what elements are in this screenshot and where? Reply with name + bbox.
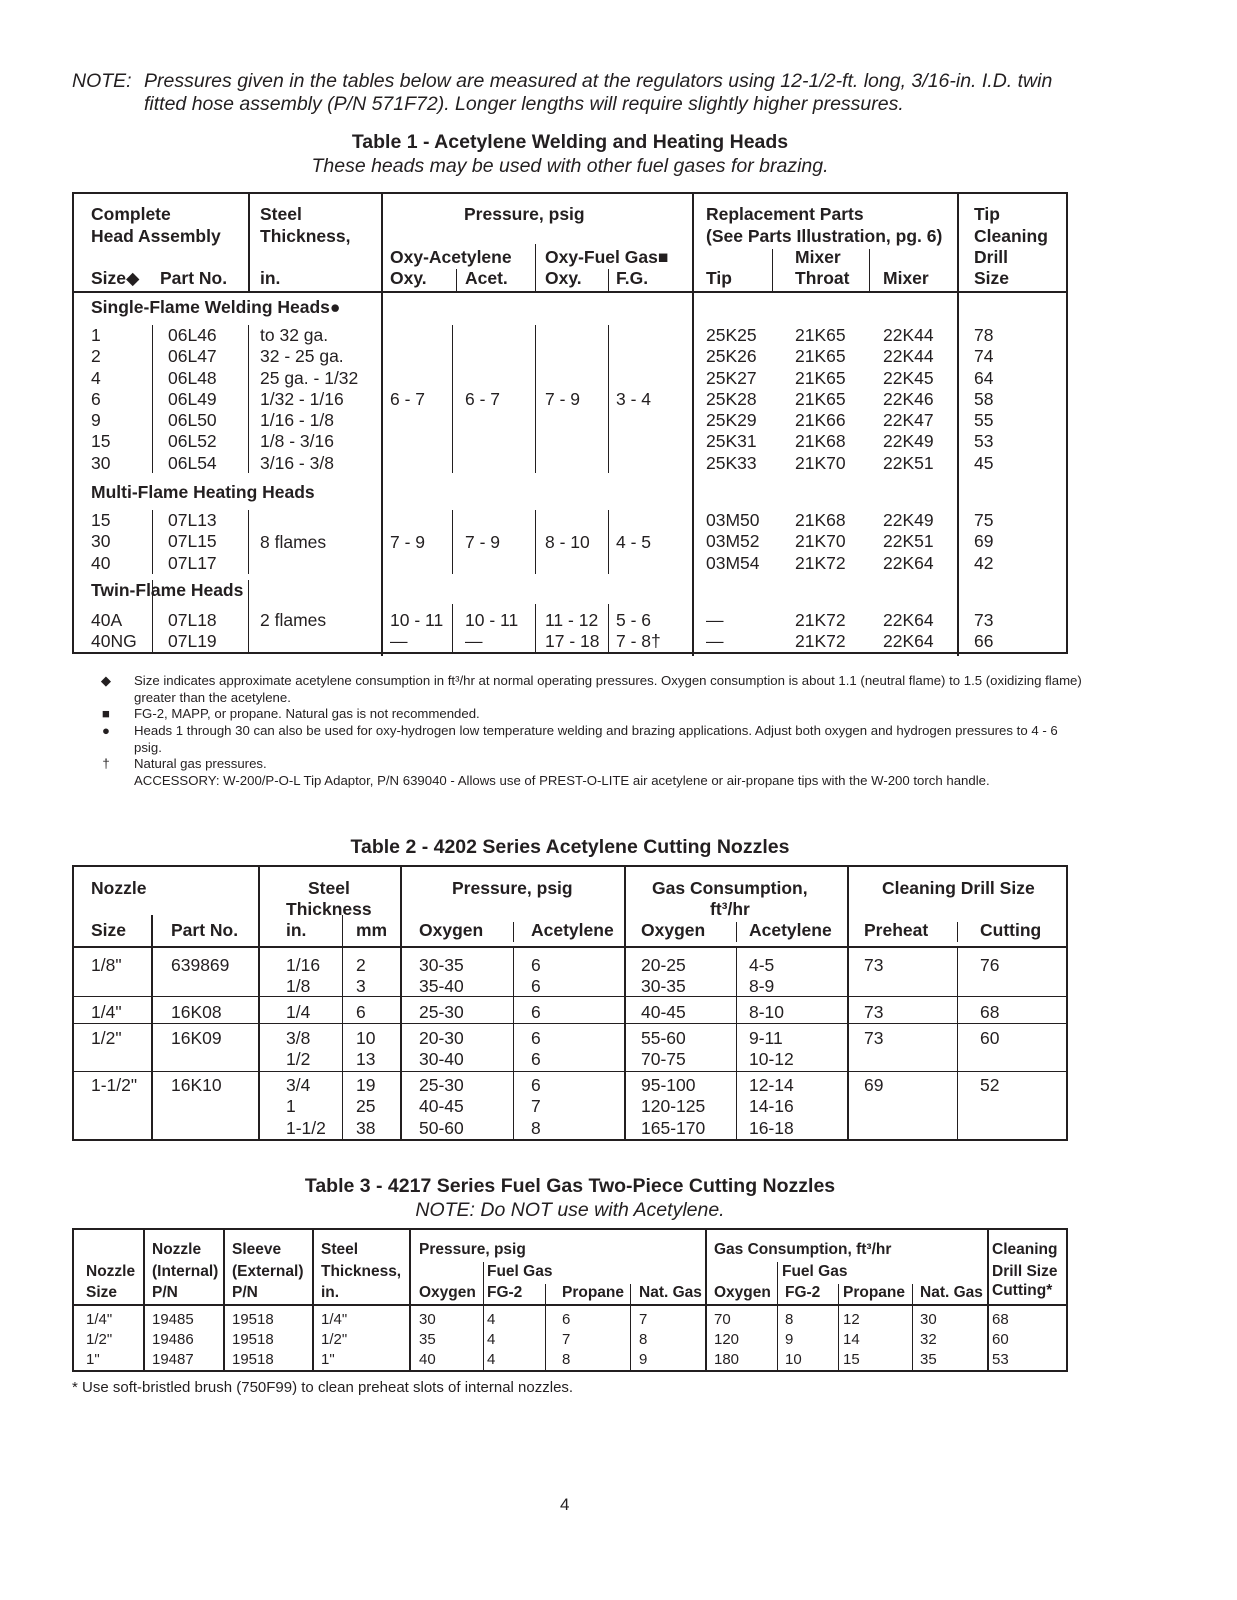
t3-col-size: 1/4" 1/2" 1" bbox=[86, 1311, 113, 1368]
hdr-complete: Complete bbox=[91, 204, 171, 224]
s3-oxy: 10 - 11 — bbox=[390, 610, 444, 652]
t2-r2-acet: 6 bbox=[531, 1002, 541, 1022]
t2-r1-pre: 73 bbox=[864, 955, 884, 975]
t3-hdr-fuel-gas-2: Fuel Gas bbox=[782, 1263, 848, 1280]
t2-hdr-in: in. bbox=[286, 920, 307, 940]
hdr-tip: Tip bbox=[706, 268, 732, 288]
page-number: 4 bbox=[560, 1495, 570, 1514]
t2-r1-size: 1/8" bbox=[91, 955, 122, 975]
table1-title: Table 1 - Acetylene Welding and Heating Heads bbox=[351, 131, 789, 153]
s2-fg: 4 - 5 bbox=[616, 532, 652, 552]
t3-hdr-nozzle-int-1: Nozzle bbox=[152, 1241, 202, 1258]
hdr-fg: F.G. bbox=[616, 268, 649, 288]
t2-hdr-gas-consumption: Gas Consumption, bbox=[652, 878, 808, 898]
t3-hdr-sleeve-2: (External) bbox=[232, 1263, 304, 1280]
footnote-size: ◆ Size indicates approximate acetylene consumption in ft³/hr at normal operating pressures. Oxygen consumption is about 1.1 (neutral flame) to 1.5 (oxidizing flame) greater than the acetylene. bbox=[96, 673, 1086, 706]
t3-col-p-nat: 7 8 9 bbox=[639, 1311, 648, 1368]
t2-hdr-preheat: Preheat bbox=[864, 920, 929, 940]
t2-r1-gacet: 4-5 8-9 bbox=[749, 955, 775, 997]
s2-size: 15 30 40 bbox=[91, 510, 111, 573]
pressure-note bbox=[72, 70, 1172, 116]
hdr-oxy-fuel: Oxy-Fuel Gas■ bbox=[545, 247, 669, 267]
hdr-in: in. bbox=[260, 268, 281, 288]
s1-acet: 6 - 7 bbox=[465, 389, 501, 409]
table1 bbox=[72, 192, 1068, 654]
hdr-replacement: Replacement Parts bbox=[706, 204, 864, 224]
t2-r2-goxy: 40-45 bbox=[641, 1002, 686, 1022]
s2-part: 07L13 07L15 07L17 bbox=[168, 510, 217, 573]
t2-r3-part: 16K09 bbox=[171, 1028, 222, 1048]
t3-col-sleeve: 19518 19518 19518 bbox=[232, 1311, 274, 1368]
t2-hdr-acetylene: Acetylene bbox=[531, 920, 614, 940]
t3-hdr-propane-2: Propane bbox=[843, 1284, 906, 1301]
t2-r1-cut: 76 bbox=[980, 955, 1000, 975]
t2-hdr-size: Size bbox=[91, 920, 127, 940]
hdr-oxy: Oxy. bbox=[390, 268, 427, 288]
note-label: NOTE: bbox=[72, 70, 132, 92]
t2-r4-mm: 19 25 38 bbox=[356, 1075, 376, 1138]
t3-hdr-steel-3: in. bbox=[321, 1284, 340, 1301]
t3-col-drill: 68 60 53 bbox=[992, 1311, 1009, 1368]
t3-col-p-fg2: 4 4 4 bbox=[487, 1311, 496, 1368]
t3-hdr-fg2: FG-2 bbox=[487, 1284, 523, 1301]
hdr-oxy-2: Oxy. bbox=[545, 268, 582, 288]
t2-hdr-cutting: Cutting bbox=[980, 920, 1042, 940]
s3-drill: 73 66 bbox=[974, 610, 994, 652]
t3-hdr-oxygen: Oxygen bbox=[419, 1284, 476, 1301]
t2-r1-oxy: 30-35 35-40 bbox=[419, 955, 464, 997]
t2-r3-mm: 10 13 bbox=[356, 1028, 376, 1070]
table3-subtitle: NOTE: Do NOT use with Acetylene. bbox=[415, 1199, 725, 1221]
t3-col-g-fg2: 8 9 10 bbox=[785, 1311, 802, 1368]
t3-col-g-prop: 12 14 15 bbox=[843, 1311, 860, 1368]
t2-r2-cut: 68 bbox=[980, 1002, 1000, 1022]
t3-hdr-fuel-gas: Fuel Gas bbox=[487, 1263, 553, 1280]
note-line-1: Pressures given in the tables below are measured at the regulators using 12-1/2-ft. long, 3/16-in. I.D. twin bbox=[144, 70, 1053, 92]
t3-hdr-clean-2: Drill Size bbox=[992, 1263, 1058, 1280]
t3-hdr-oxygen-2: Oxygen bbox=[714, 1284, 771, 1301]
t2-r2-gacet: 8-10 bbox=[749, 1002, 785, 1022]
t3-col-p-prop: 6 7 8 bbox=[562, 1311, 571, 1368]
t2-r1-mm: 2 3 bbox=[356, 955, 366, 997]
t2-hdr-part-no: Part No. bbox=[171, 920, 239, 940]
footnote-accessory: ACCESSORY: W-200/P-O-L Tip Adaptor, P/N 639040 - Allows use of PREST-O-LITE air acetylene or air-propane tips with the W-200 torch handle. bbox=[134, 773, 990, 788]
t2-hdr-gas-unit: ft³/hr bbox=[710, 899, 750, 919]
t2-r3-gacet: 9-11 10-12 bbox=[749, 1028, 794, 1070]
s3-thick: 2 flames bbox=[260, 610, 327, 630]
t2-r4-pre: 69 bbox=[864, 1075, 884, 1095]
hdr-see-parts: (See Parts Illustration, pg. 6) bbox=[706, 226, 943, 246]
t2-r4-size: 1-1/2" bbox=[91, 1075, 138, 1095]
s2-tip: 03M50 03M52 03M54 bbox=[706, 510, 760, 573]
s1-size: 1 2 4 6 9 15 30 bbox=[91, 325, 111, 473]
table2-title: Table 2 - 4202 Series Acetylene Cutting Nozzles bbox=[350, 836, 790, 858]
t2-r2-part: 16K08 bbox=[171, 1002, 222, 1022]
s2-drill: 75 69 42 bbox=[974, 510, 994, 573]
table3-footnote: * Use soft-bristled brush (750F99) to clean preheat slots of internal nozzles. bbox=[72, 1379, 574, 1396]
t2-r3-pre: 73 bbox=[864, 1028, 884, 1048]
t2-r4-oxy: 25-30 40-45 50-60 bbox=[419, 1075, 464, 1138]
t2-hdr-pressure: Pressure, psig bbox=[452, 878, 573, 898]
hdr-mixer-throat-1: Mixer bbox=[795, 247, 841, 267]
t2-r2-size: 1/4" bbox=[91, 1002, 122, 1022]
t2-hdr-cleaning: Cleaning Drill Size bbox=[882, 878, 1035, 898]
note-line-2: fitted hose assembly (P/N 571F72). Longer lengths will require slightly higher pressures. bbox=[144, 93, 904, 115]
t2-r4-in: 3/4 1 1-1/2 bbox=[286, 1075, 326, 1138]
t2-r4-acet: 6 7 8 bbox=[531, 1075, 541, 1138]
t2-hdr-mm: mm bbox=[356, 920, 388, 940]
t2-hdr-oxygen-2: Oxygen bbox=[641, 920, 706, 940]
t2-hdr-steel: Steel bbox=[308, 878, 350, 898]
hdr-tipclean-3: Drill bbox=[974, 247, 1009, 267]
t2-r2-in: 1/4 bbox=[286, 1002, 311, 1022]
t2-r3-size: 1/2" bbox=[91, 1028, 122, 1048]
t2-r3-acet: 6 6 bbox=[531, 1028, 541, 1070]
t3-hdr-gas-consumption: Gas Consumption, ft³/hr bbox=[714, 1241, 892, 1258]
t2-r2-mm: 6 bbox=[356, 1002, 366, 1022]
s1-oxy2: 7 - 9 bbox=[545, 389, 581, 409]
t2-r1-acet: 6 6 bbox=[531, 955, 541, 997]
t2-r4-part: 16K10 bbox=[171, 1075, 222, 1095]
t2-r1-part: 639869 bbox=[171, 955, 230, 975]
t3-col-thick: 1/4" 1/2" 1" bbox=[321, 1311, 348, 1368]
t3-col-g-oxy: 70 120 180 bbox=[714, 1311, 740, 1368]
s3-throat: 21K72 21K72 bbox=[795, 610, 846, 652]
t3-col-nozzle: 19485 19486 19487 bbox=[152, 1311, 194, 1368]
t2-r4-cut: 52 bbox=[980, 1075, 1000, 1095]
s1-drill: 78 74 64 58 55 53 45 bbox=[974, 325, 994, 473]
hdr-tipclean-1: Tip bbox=[974, 204, 1000, 224]
s2-oxy2: 8 - 10 bbox=[545, 532, 590, 552]
t3-hdr-clean-3: Cutting* bbox=[992, 1282, 1053, 1299]
s3-size: 40A 40NG bbox=[91, 610, 137, 652]
t3-hdr-steel-1: Steel bbox=[321, 1241, 359, 1258]
t2-r3-goxy: 55-60 70-75 bbox=[641, 1028, 686, 1070]
footnote-natural-gas: † Natural gas pressures. bbox=[96, 756, 1086, 773]
t3-hdr-pressure: Pressure, psig bbox=[419, 1241, 526, 1258]
t2-r3-oxy: 20-30 30-40 bbox=[419, 1028, 464, 1070]
table2 bbox=[72, 865, 1068, 1141]
diamond-icon: ◆ bbox=[100, 673, 112, 688]
s3-part: 07L18 07L19 bbox=[168, 610, 217, 652]
t3-hdr-sleeve-1: Sleeve bbox=[232, 1241, 282, 1258]
hdr-part-no: Part No. bbox=[160, 268, 228, 288]
s1-fg: 3 - 4 bbox=[616, 389, 652, 409]
t2-hdr-thickness: Thickness bbox=[286, 899, 372, 919]
t2-r2-pre: 73 bbox=[864, 1002, 884, 1022]
hdr-mixer: Mixer bbox=[883, 268, 929, 288]
s1-mixer: 22K44 22K44 22K45 22K46 22K47 22K49 22K51 bbox=[883, 325, 934, 473]
section-multi-flame: Multi-Flame Heating Heads bbox=[91, 482, 315, 502]
s2-acet: 7 - 9 bbox=[465, 532, 501, 552]
table3-title: Table 3 - 4217 Series Fuel Gas Two-Piece Cutting Nozzles bbox=[304, 1175, 836, 1197]
s1-part: 06L46 06L47 06L48 06L49 06L50 06L52 06L54 bbox=[168, 325, 217, 473]
hdr-size: Size◆ bbox=[91, 268, 140, 288]
s2-thick: 8 flames bbox=[260, 532, 327, 552]
t3-col-g-nat: 30 32 35 bbox=[920, 1311, 937, 1368]
hdr-mixer-throat-2: Throat bbox=[795, 268, 850, 288]
t3-hdr-nozzle-size-2: Size bbox=[86, 1284, 118, 1301]
table3 bbox=[72, 1228, 1068, 1372]
t3-hdr-nozzle-int-3: P/N bbox=[152, 1284, 178, 1301]
t3-hdr-fg2-2: FG-2 bbox=[785, 1284, 821, 1301]
t2-r3-in: 3/8 1/2 bbox=[286, 1028, 311, 1070]
dot-icon: ● bbox=[102, 723, 110, 738]
hdr-acet: Acet. bbox=[465, 268, 508, 288]
square-icon: ■ bbox=[102, 706, 110, 721]
t2-hdr-oxygen: Oxygen bbox=[419, 920, 484, 940]
t2-r2-oxy: 25-30 bbox=[419, 1002, 464, 1022]
s3-mixer: 22K64 22K64 bbox=[883, 610, 934, 652]
hdr-head-assembly: Head Assembly bbox=[91, 226, 221, 246]
t3-hdr-sleeve-3: P/N bbox=[232, 1284, 258, 1301]
t3-hdr-steel-2: Thickness, bbox=[321, 1263, 402, 1280]
t2-r4-goxy: 95-100 120-125 165-170 bbox=[641, 1075, 706, 1138]
hdr-oxy-acetylene: Oxy-Acetylene bbox=[390, 247, 512, 267]
t3-hdr-nozzle-int-2: (Internal) bbox=[152, 1263, 219, 1280]
s2-throat: 21K68 21K70 21K72 bbox=[795, 510, 846, 573]
t2-r1-in: 1/16 1/8 bbox=[286, 955, 321, 997]
t3-hdr-nozzle-size-1: Nozzle bbox=[86, 1263, 136, 1280]
table1-subtitle: These heads may be used with other fuel gases for brazing. bbox=[311, 155, 829, 177]
t3-hdr-natgas-2: Nat. Gas bbox=[920, 1284, 983, 1301]
footnote-hydrogen: ● Heads 1 through 30 can also be used for oxy-hydrogen low temperature welding and brazing applications. Adjust both oxygen and hydrogen pressures to 4 - 6 psig. bbox=[96, 723, 1086, 756]
s2-oxy: 7 - 9 bbox=[390, 532, 426, 552]
s2-mixer: 22K49 22K51 22K64 bbox=[883, 510, 934, 573]
s3-oxy2: 11 - 12 17 - 18 bbox=[545, 610, 600, 652]
s1-tip: 25K25 25K26 25K27 25K28 25K29 25K31 25K33 bbox=[706, 325, 757, 473]
t3-hdr-clean-1: Cleaning bbox=[992, 1241, 1058, 1258]
hdr-thickness: Thickness, bbox=[260, 226, 351, 246]
t2-hdr-nozzle: Nozzle bbox=[91, 878, 147, 898]
footnote-fuel-gas: ■ FG-2, MAPP, or propane. Natural gas is not recommended. bbox=[96, 706, 1086, 723]
section-single-flame: Single-Flame Welding Heads● bbox=[91, 297, 341, 317]
t3-hdr-propane: Propane bbox=[562, 1284, 625, 1301]
t2-hdr-acetylene-2: Acetylene bbox=[749, 920, 832, 940]
s1-oxy: 6 - 7 bbox=[390, 389, 426, 409]
dagger-icon: † bbox=[102, 756, 110, 771]
hdr-pressure: Pressure, psig bbox=[464, 204, 585, 224]
t2-r4-gacet: 12-14 14-16 16-18 bbox=[749, 1075, 794, 1138]
s3-fg: 5 - 6 7 - 8† bbox=[616, 610, 661, 652]
hdr-tipclean-4: Size bbox=[974, 268, 1010, 288]
t2-r1-goxy: 20-25 30-35 bbox=[641, 955, 686, 997]
s3-acet: 10 - 11 — bbox=[465, 610, 519, 652]
hdr-tipclean-2: Cleaning bbox=[974, 226, 1048, 246]
t3-col-p-oxy: 30 35 40 bbox=[419, 1311, 436, 1368]
s3-tip: — — bbox=[706, 610, 724, 652]
s1-throat: 21K65 21K65 21K65 21K65 21K66 21K68 21K70 bbox=[795, 325, 846, 473]
t3-hdr-natgas: Nat. Gas bbox=[639, 1284, 702, 1301]
section-twin-flame: Twin-Flame Heads bbox=[91, 580, 244, 600]
hdr-steel: Steel bbox=[260, 204, 302, 224]
s1-thick: to 32 ga. 32 - 25 ga. 25 ga. - 1/32 1/32 - 1/16 1/16 - 1/8 1/8 - 3/16 3/16 - 3/8 bbox=[260, 325, 359, 473]
t2-r3-cut: 60 bbox=[980, 1028, 1000, 1048]
